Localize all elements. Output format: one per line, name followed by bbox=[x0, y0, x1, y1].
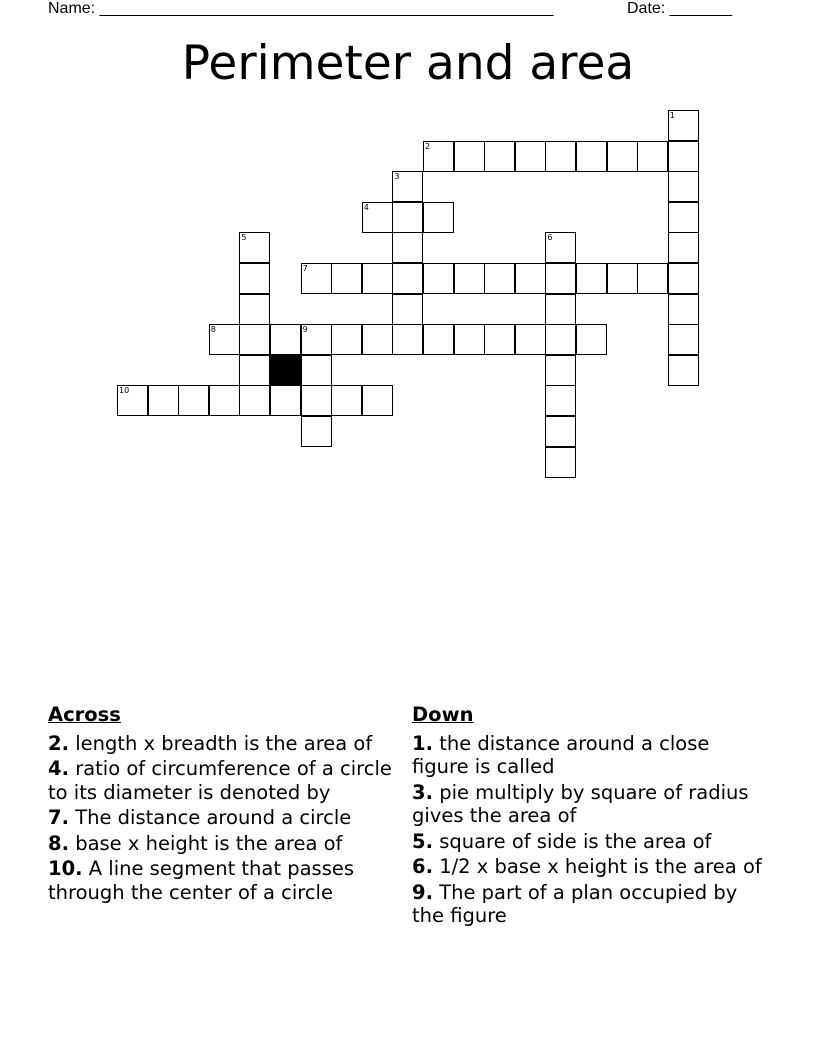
crossword-cell[interactable] bbox=[362, 202, 393, 233]
down-clue bbox=[412, 855, 762, 879]
clue-num: 9. bbox=[412, 880, 433, 904]
crossword-cell[interactable] bbox=[668, 202, 699, 233]
crossword-cell[interactable] bbox=[607, 141, 638, 172]
clue-number: 5 bbox=[241, 233, 247, 243]
name-field[interactable]: Name: ___________________________________________________ bbox=[48, 0, 554, 17]
clue-text: A line segment that passes through the center of a circle bbox=[48, 857, 355, 904]
crossword-cell[interactable] bbox=[362, 385, 393, 416]
crossword-cell[interactable] bbox=[301, 385, 332, 416]
crossword-cell[interactable] bbox=[301, 355, 332, 386]
crossword-cell[interactable] bbox=[362, 263, 393, 294]
crossword-cell[interactable] bbox=[576, 263, 607, 294]
page-title: Perimeter and area bbox=[181, 36, 635, 91]
crossword-cell[interactable] bbox=[515, 263, 546, 294]
clue-number: 6 bbox=[547, 233, 553, 243]
crossword-cell[interactable] bbox=[668, 263, 699, 294]
crossword-cell[interactable] bbox=[301, 324, 332, 355]
crossword-cell[interactable] bbox=[392, 232, 423, 263]
across-heading: Across bbox=[48, 703, 121, 726]
crossword-cell[interactable] bbox=[668, 110, 699, 141]
down-clue bbox=[412, 830, 762, 854]
crossword-cell[interactable] bbox=[239, 385, 270, 416]
crossword-cell[interactable] bbox=[392, 324, 423, 355]
crossword-cell[interactable] bbox=[545, 232, 576, 263]
crossword-cell[interactable] bbox=[545, 294, 576, 325]
clue-num: 3. bbox=[412, 780, 433, 804]
crossword-cell[interactable] bbox=[209, 385, 240, 416]
clue-text: the distance around a close figure is called bbox=[412, 731, 710, 778]
crossword-black-cell bbox=[270, 355, 301, 386]
down-clue bbox=[412, 881, 762, 928]
crossword-cell[interactable] bbox=[484, 141, 515, 172]
crossword-cell[interactable] bbox=[545, 385, 576, 416]
crossword-cell[interactable] bbox=[423, 141, 454, 172]
across-clue bbox=[48, 732, 393, 756]
crossword-cell[interactable] bbox=[545, 355, 576, 386]
crossword-cell[interactable] bbox=[668, 232, 699, 263]
across-clue-list bbox=[48, 732, 393, 905]
clue-num: 4. bbox=[48, 757, 69, 780]
crossword-cell[interactable] bbox=[331, 385, 362, 416]
down-clue-list bbox=[412, 732, 762, 928]
crossword-cell[interactable] bbox=[454, 263, 485, 294]
across-clue bbox=[48, 832, 393, 856]
clue-num: 10. bbox=[48, 857, 83, 880]
date-field[interactable]: Date: _______ bbox=[627, 0, 732, 17]
down-heading: Down bbox=[412, 703, 474, 726]
crossword-cell[interactable] bbox=[239, 324, 270, 355]
crossword-cell[interactable] bbox=[301, 263, 332, 294]
crossword-cell[interactable] bbox=[515, 324, 546, 355]
crossword-cell[interactable] bbox=[545, 141, 576, 172]
crossword-cell[interactable] bbox=[423, 324, 454, 355]
crossword-cell[interactable] bbox=[576, 141, 607, 172]
clue-text: pie multiply by square of radius gives the area of bbox=[412, 780, 749, 827]
crossword-cell[interactable] bbox=[392, 294, 423, 325]
crossword-cell[interactable] bbox=[545, 263, 576, 294]
crossword-cell[interactable] bbox=[117, 385, 148, 416]
crossword-cell[interactable] bbox=[331, 324, 362, 355]
crossword-cell[interactable] bbox=[668, 324, 699, 355]
clue-num: 2. bbox=[48, 731, 69, 755]
clue-number: 4 bbox=[363, 202, 369, 212]
across-clue bbox=[48, 857, 393, 904]
crossword-cell[interactable] bbox=[637, 263, 668, 294]
clue-num: 6. bbox=[412, 855, 433, 878]
crossword-cell[interactable] bbox=[239, 232, 270, 263]
clue-text: length x breadth is the area of bbox=[75, 731, 373, 755]
crossword-cell[interactable] bbox=[239, 355, 270, 386]
down-clues bbox=[412, 703, 762, 930]
across-clue bbox=[48, 806, 393, 830]
down-clue bbox=[412, 732, 762, 779]
crossword-cell[interactable] bbox=[668, 294, 699, 325]
crossword-cell[interactable] bbox=[423, 202, 454, 233]
crossword-cell[interactable] bbox=[484, 263, 515, 294]
crossword-cell[interactable] bbox=[607, 263, 638, 294]
clue-text: base x height is the area of bbox=[75, 831, 343, 855]
crossword-cell[interactable] bbox=[515, 141, 546, 172]
crossword-cell[interactable] bbox=[545, 324, 576, 355]
crossword-cell[interactable] bbox=[270, 324, 301, 355]
crossword-grid bbox=[0, 0, 816, 500]
crossword-cell[interactable] bbox=[668, 171, 699, 202]
clue-number: 10 bbox=[119, 386, 130, 396]
crossword-cell[interactable] bbox=[301, 416, 332, 447]
crossword-cell[interactable] bbox=[454, 324, 485, 355]
across-clues bbox=[48, 703, 393, 906]
clue-num: 8. bbox=[48, 831, 69, 855]
clue-number: 1 bbox=[669, 111, 675, 120]
crossword-cell[interactable] bbox=[637, 141, 668, 172]
clue-num: 5. bbox=[412, 829, 433, 853]
crossword-cell[interactable] bbox=[545, 447, 576, 478]
crossword-cell[interactable] bbox=[331, 263, 362, 294]
clue-number: 8 bbox=[210, 325, 216, 335]
crossword-cell[interactable] bbox=[423, 263, 454, 294]
clue-number: 7 bbox=[302, 264, 308, 273]
clue-number: 9 bbox=[302, 325, 308, 335]
crossword-cell[interactable] bbox=[209, 324, 240, 355]
clue-number: 2 bbox=[425, 141, 431, 151]
crossword-cell[interactable] bbox=[178, 385, 209, 416]
clue-text: The part of a plan occupied by the figure bbox=[412, 880, 738, 927]
crossword-cell[interactable] bbox=[239, 263, 270, 294]
crossword-cell[interactable] bbox=[668, 141, 699, 172]
crossword-cell[interactable] bbox=[392, 263, 423, 294]
crossword-cell[interactable] bbox=[668, 355, 699, 386]
crossword-cell[interactable] bbox=[148, 385, 179, 416]
crossword-cell[interactable] bbox=[239, 294, 270, 325]
crossword-cell[interactable] bbox=[270, 385, 301, 416]
clue-text: The distance around a circle bbox=[75, 806, 352, 829]
clue-num: 1. bbox=[412, 731, 433, 755]
crossword-cell[interactable] bbox=[362, 324, 393, 355]
across-clue bbox=[48, 757, 393, 804]
clue-text: square of side is the area of bbox=[439, 829, 712, 853]
clue-text: 1/2 x base x height is the area of bbox=[439, 855, 762, 878]
down-clue bbox=[412, 781, 762, 828]
clue-text: ratio of circumference of a circle to its diameter is denoted by bbox=[48, 757, 392, 804]
crossword-cell[interactable] bbox=[392, 171, 423, 202]
crossword-cell[interactable] bbox=[484, 324, 515, 355]
clue-num: 7. bbox=[48, 806, 69, 829]
clue-number: 3 bbox=[394, 172, 400, 182]
crossword-cell[interactable] bbox=[545, 416, 576, 447]
crossword-cell[interactable] bbox=[392, 202, 423, 233]
crossword-cell[interactable] bbox=[576, 324, 607, 355]
crossword-cell[interactable] bbox=[454, 141, 485, 172]
